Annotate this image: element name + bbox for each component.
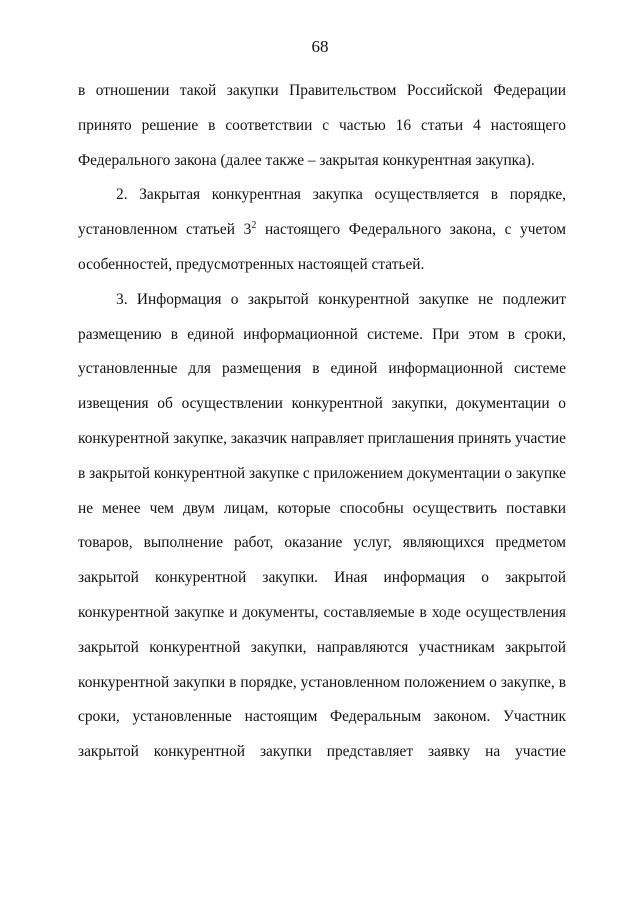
paragraph-1-line-1: в отношении такой закупки Правительством Российской Федерации [78,82,566,99]
paragraph-2-line-2-after: настоящего Федерального закона, с учетом [256,221,566,239]
paragraph-3-line-8: товаров, выполнение работ, оказание услуг, являющихся предметом [78,534,566,552]
paragraph-3-line-12: конкурентной закупки в порядке, установленном положением о закупке, в [78,673,566,691]
paragraph-3-line-3: установленные для размещения в единой информационной системе [78,360,566,378]
paragraph-3-line-1: 3. Информация о закрытой конкурентной закупке не подлежит [116,290,566,308]
paragraph-3-line-14: закрытой конкурентной закупки представляет заявку на участие [78,743,566,761]
paragraph-2-line-2-before: установленном статьей 3 [78,221,252,239]
page-number: 68 [311,37,329,56]
paragraph-2-line-3: особенностей, предусмотренных настоящей статьей. [78,255,425,273]
paragraph-3-line-9: закрытой конкурентной закупки. Иная информация о закрытой [78,569,566,587]
paragraph-3-line-10: конкурентной закупке и документы, составляемые в ходе осуществления [78,603,566,621]
paragraph-2-line-1: 2. Закрытая конкурентная закупка осуществляется в порядке, [116,186,566,204]
paragraph-3-line-5: конкурентной закупке, заказчик направляет приглашения принять участие [78,429,566,447]
paragraph-3-line-4: извещения об осуществлении конкурентной закупки, документации о [78,395,566,413]
document-body [78,74,566,770]
paragraph-3-line-11: закрытой конкурентной закупки, направляются участникам закрытой [78,638,566,656]
paragraph-3-line-13: сроки, установленные настоящим Федеральным законом. Участник [78,708,566,726]
paragraph-3-line-2: размещению в единой информационной системе. При этом в сроки, [78,325,566,343]
paragraph-3-line-7: не менее чем двум лицам, которые способны осуществить поставки [78,499,566,517]
paragraph-3-line-6: в закрытой конкурентной закупке с приложением документации о закупке [78,464,566,482]
paragraph-2-line-2 [78,213,566,248]
paragraph-1-line-3: Федерального закона (далее также – закрытая конкурентная закупка). [78,151,535,169]
paragraph-1-line-2: принято решение в соответствии с частью 16 статьи 4 настоящего [78,116,566,134]
superscript-2: 2 [251,220,257,232]
